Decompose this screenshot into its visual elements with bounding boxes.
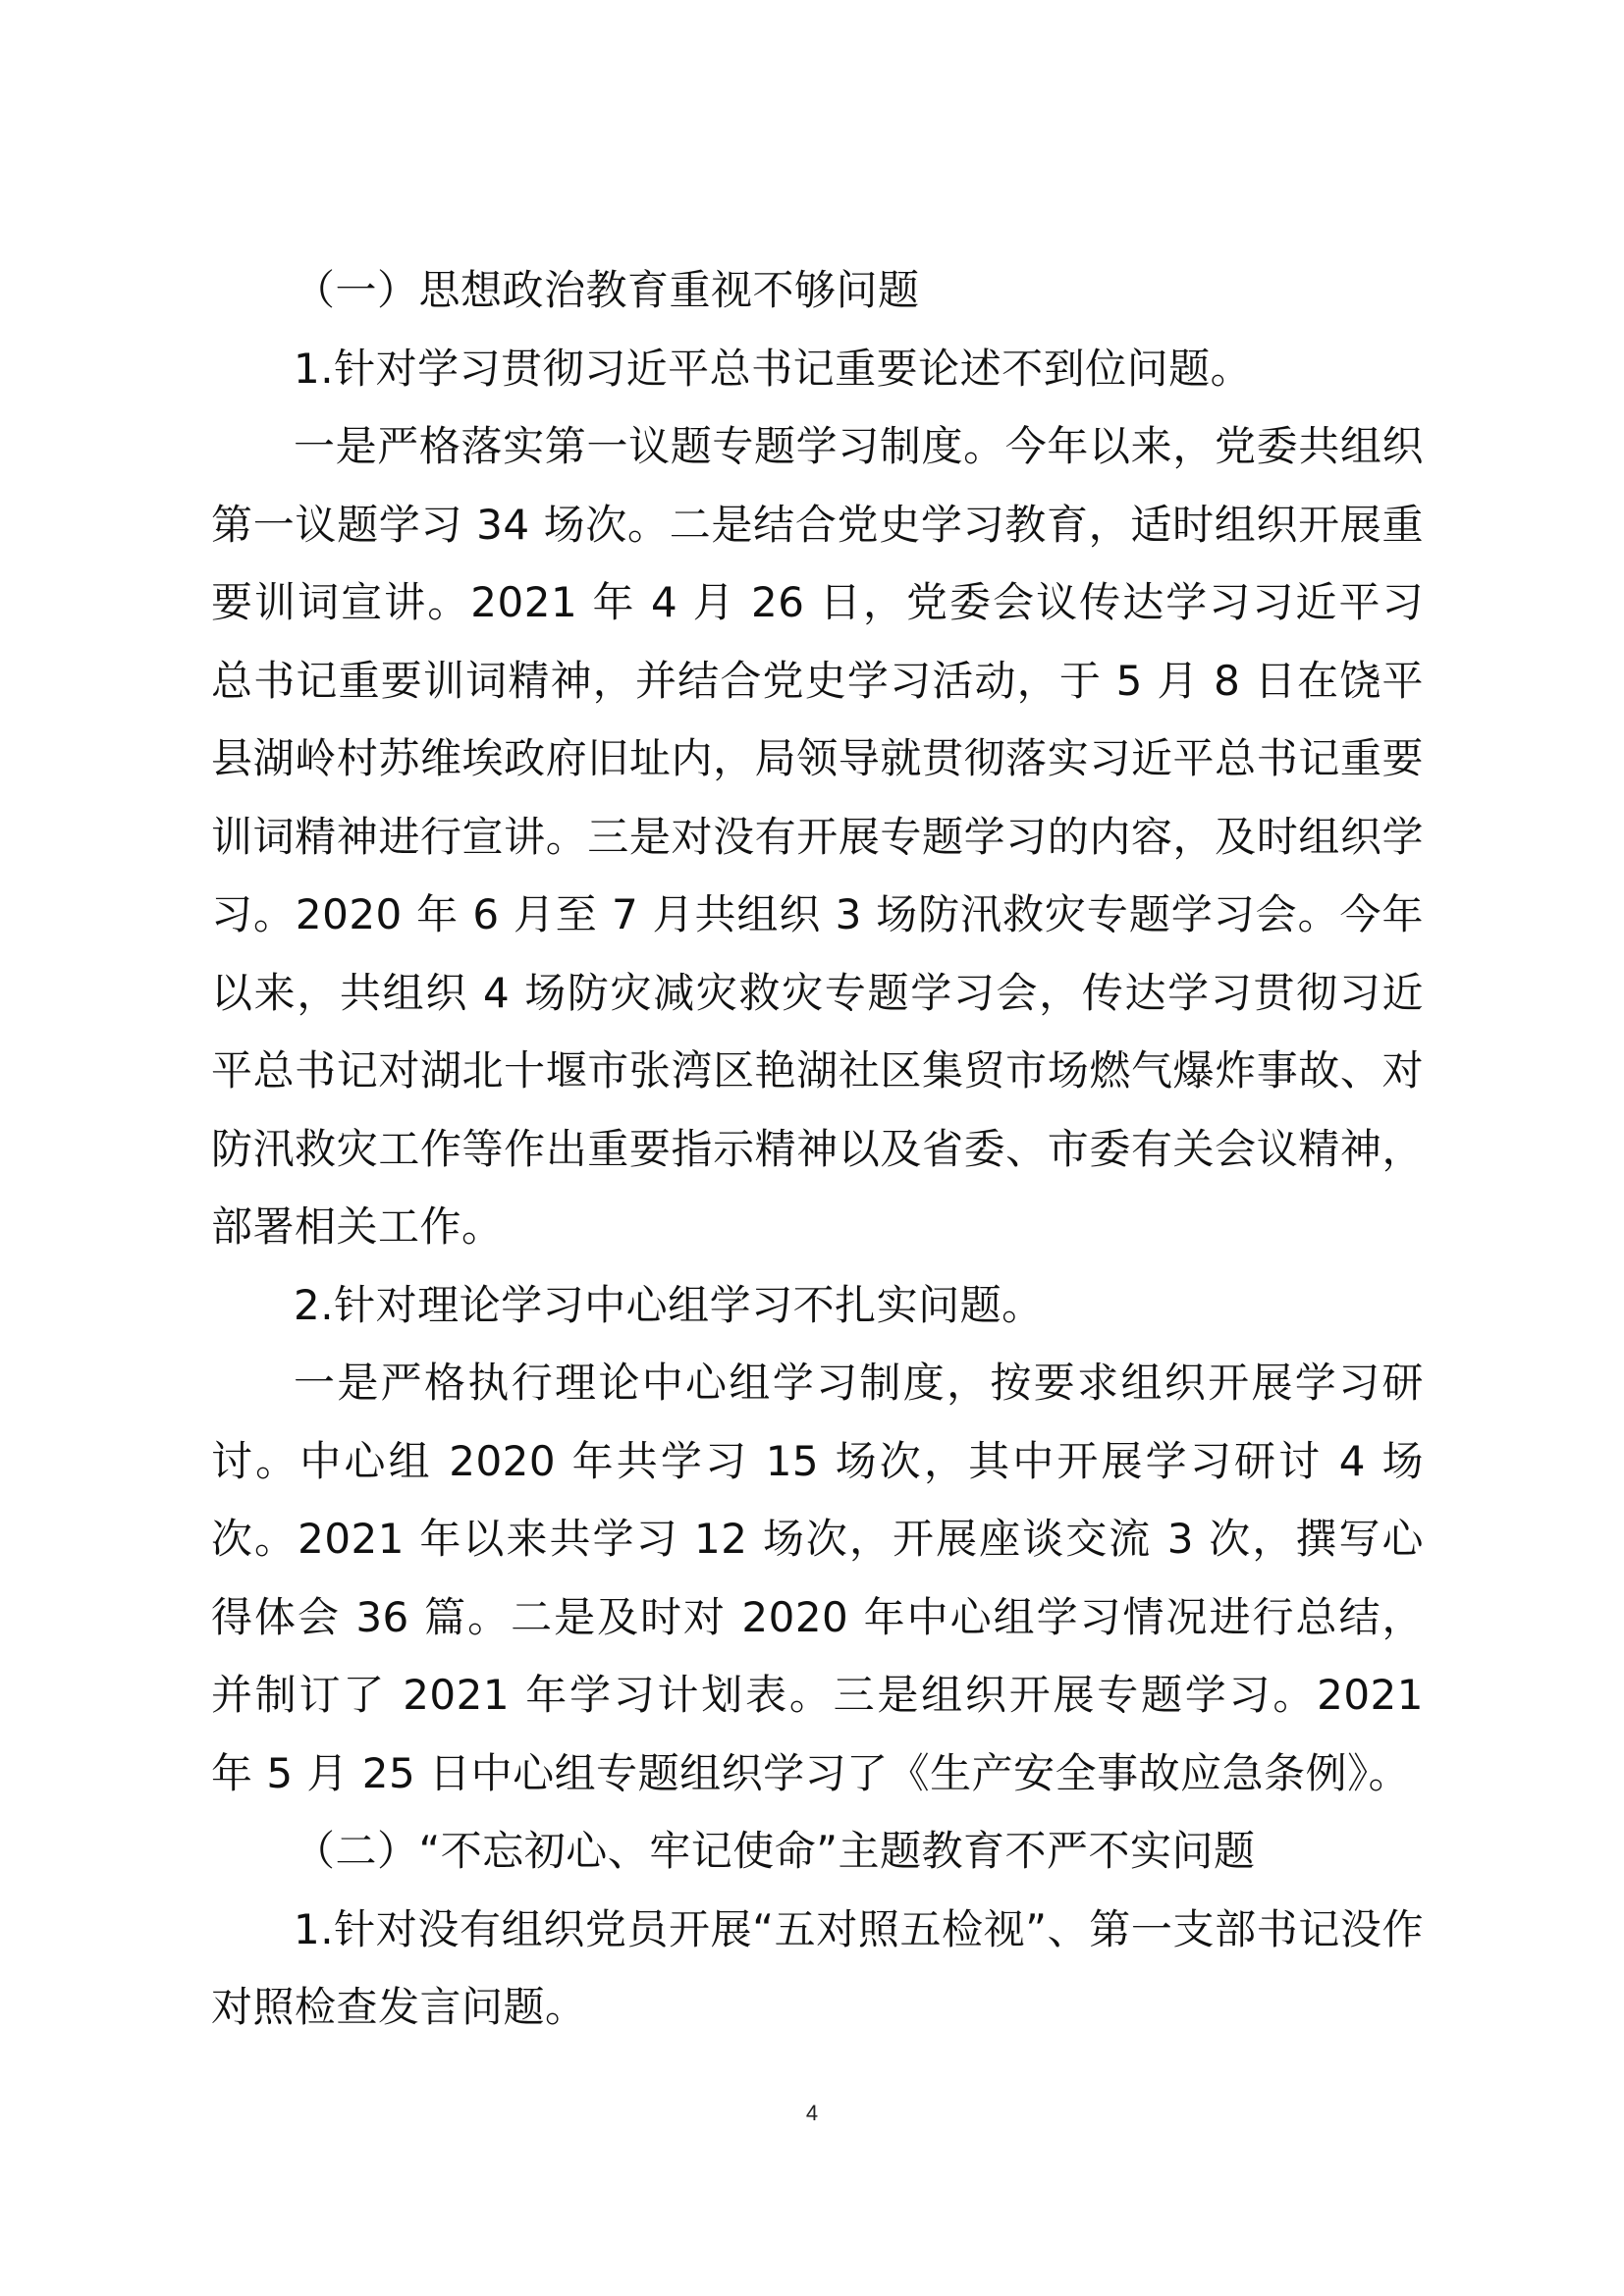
item-title: 1.针对学习贯彻习近平总书记重要论述不到位问题。 [294, 344, 1253, 393]
section-heading: （一）思想政治教育重视不够问题 [294, 266, 920, 314]
item-title: 1.针对没有组织党员开展“五对照五检视”、第一支部书记没作对照检查发言问题。 [211, 1904, 1424, 2031]
item-title: 2.针对理论学习中心组学习不扎实问题。 [294, 1280, 1044, 1329]
document-body [211, 251, 1424, 2047]
item-paragraph: 一是严格执行理论中心组学习制度，按要求组织开展学习研讨。中心组 2020 年共学习 15 场次，其中开展学习研讨 4 场次。2021 年以来共学习 12 场次，开展座谈交流 3 次，撰写心得体会 36 篇。二是及时对 2020 年中心组学习情况进行总结，并制订了 2021 年学习计划表。三是组织开展专题学习。2021 年 5 月 25 日中心组专题组织学习了《生产安全事故应急条例》。 [211, 1359, 1424, 1797]
page-number: 4 [805, 2101, 819, 2125]
item-paragraph: 一是严格落实第一议题专题学习制度。今年以来，党委共组织第一议题学习 34 场次。二是结合党史学习教育，适时组织开展重要训词宣讲。2021 年 4 月 26 日，党委会议传达学习习近平习总书记重要训词精神，并结合党史学习活动，于 5 月 8 日在饶平县湖岭村苏维埃政府旧址内，局领导就贯彻落实习近平总书记重要训词精神进行宣讲。三是对没有开展专题学习的内容，及时组织学习。2020 年 6 月至 7 月共组织 3 场防汛救灾专题学习会。今年以来，共组织 4 场防灾减灾救灾专题学习会，传达学习贯彻习近平总书记对湖北十堰市张湾区艳湖社区集贸市场燃气爆炸事故、对防汛救灾工作等作出重要指示精神以及省委、市委有关会议精神，部署相关工作。 [211, 422, 1424, 1251]
section-heading: （二）“不忘初心、牢记使命”主题教育不严不实问题 [294, 1827, 1256, 1875]
